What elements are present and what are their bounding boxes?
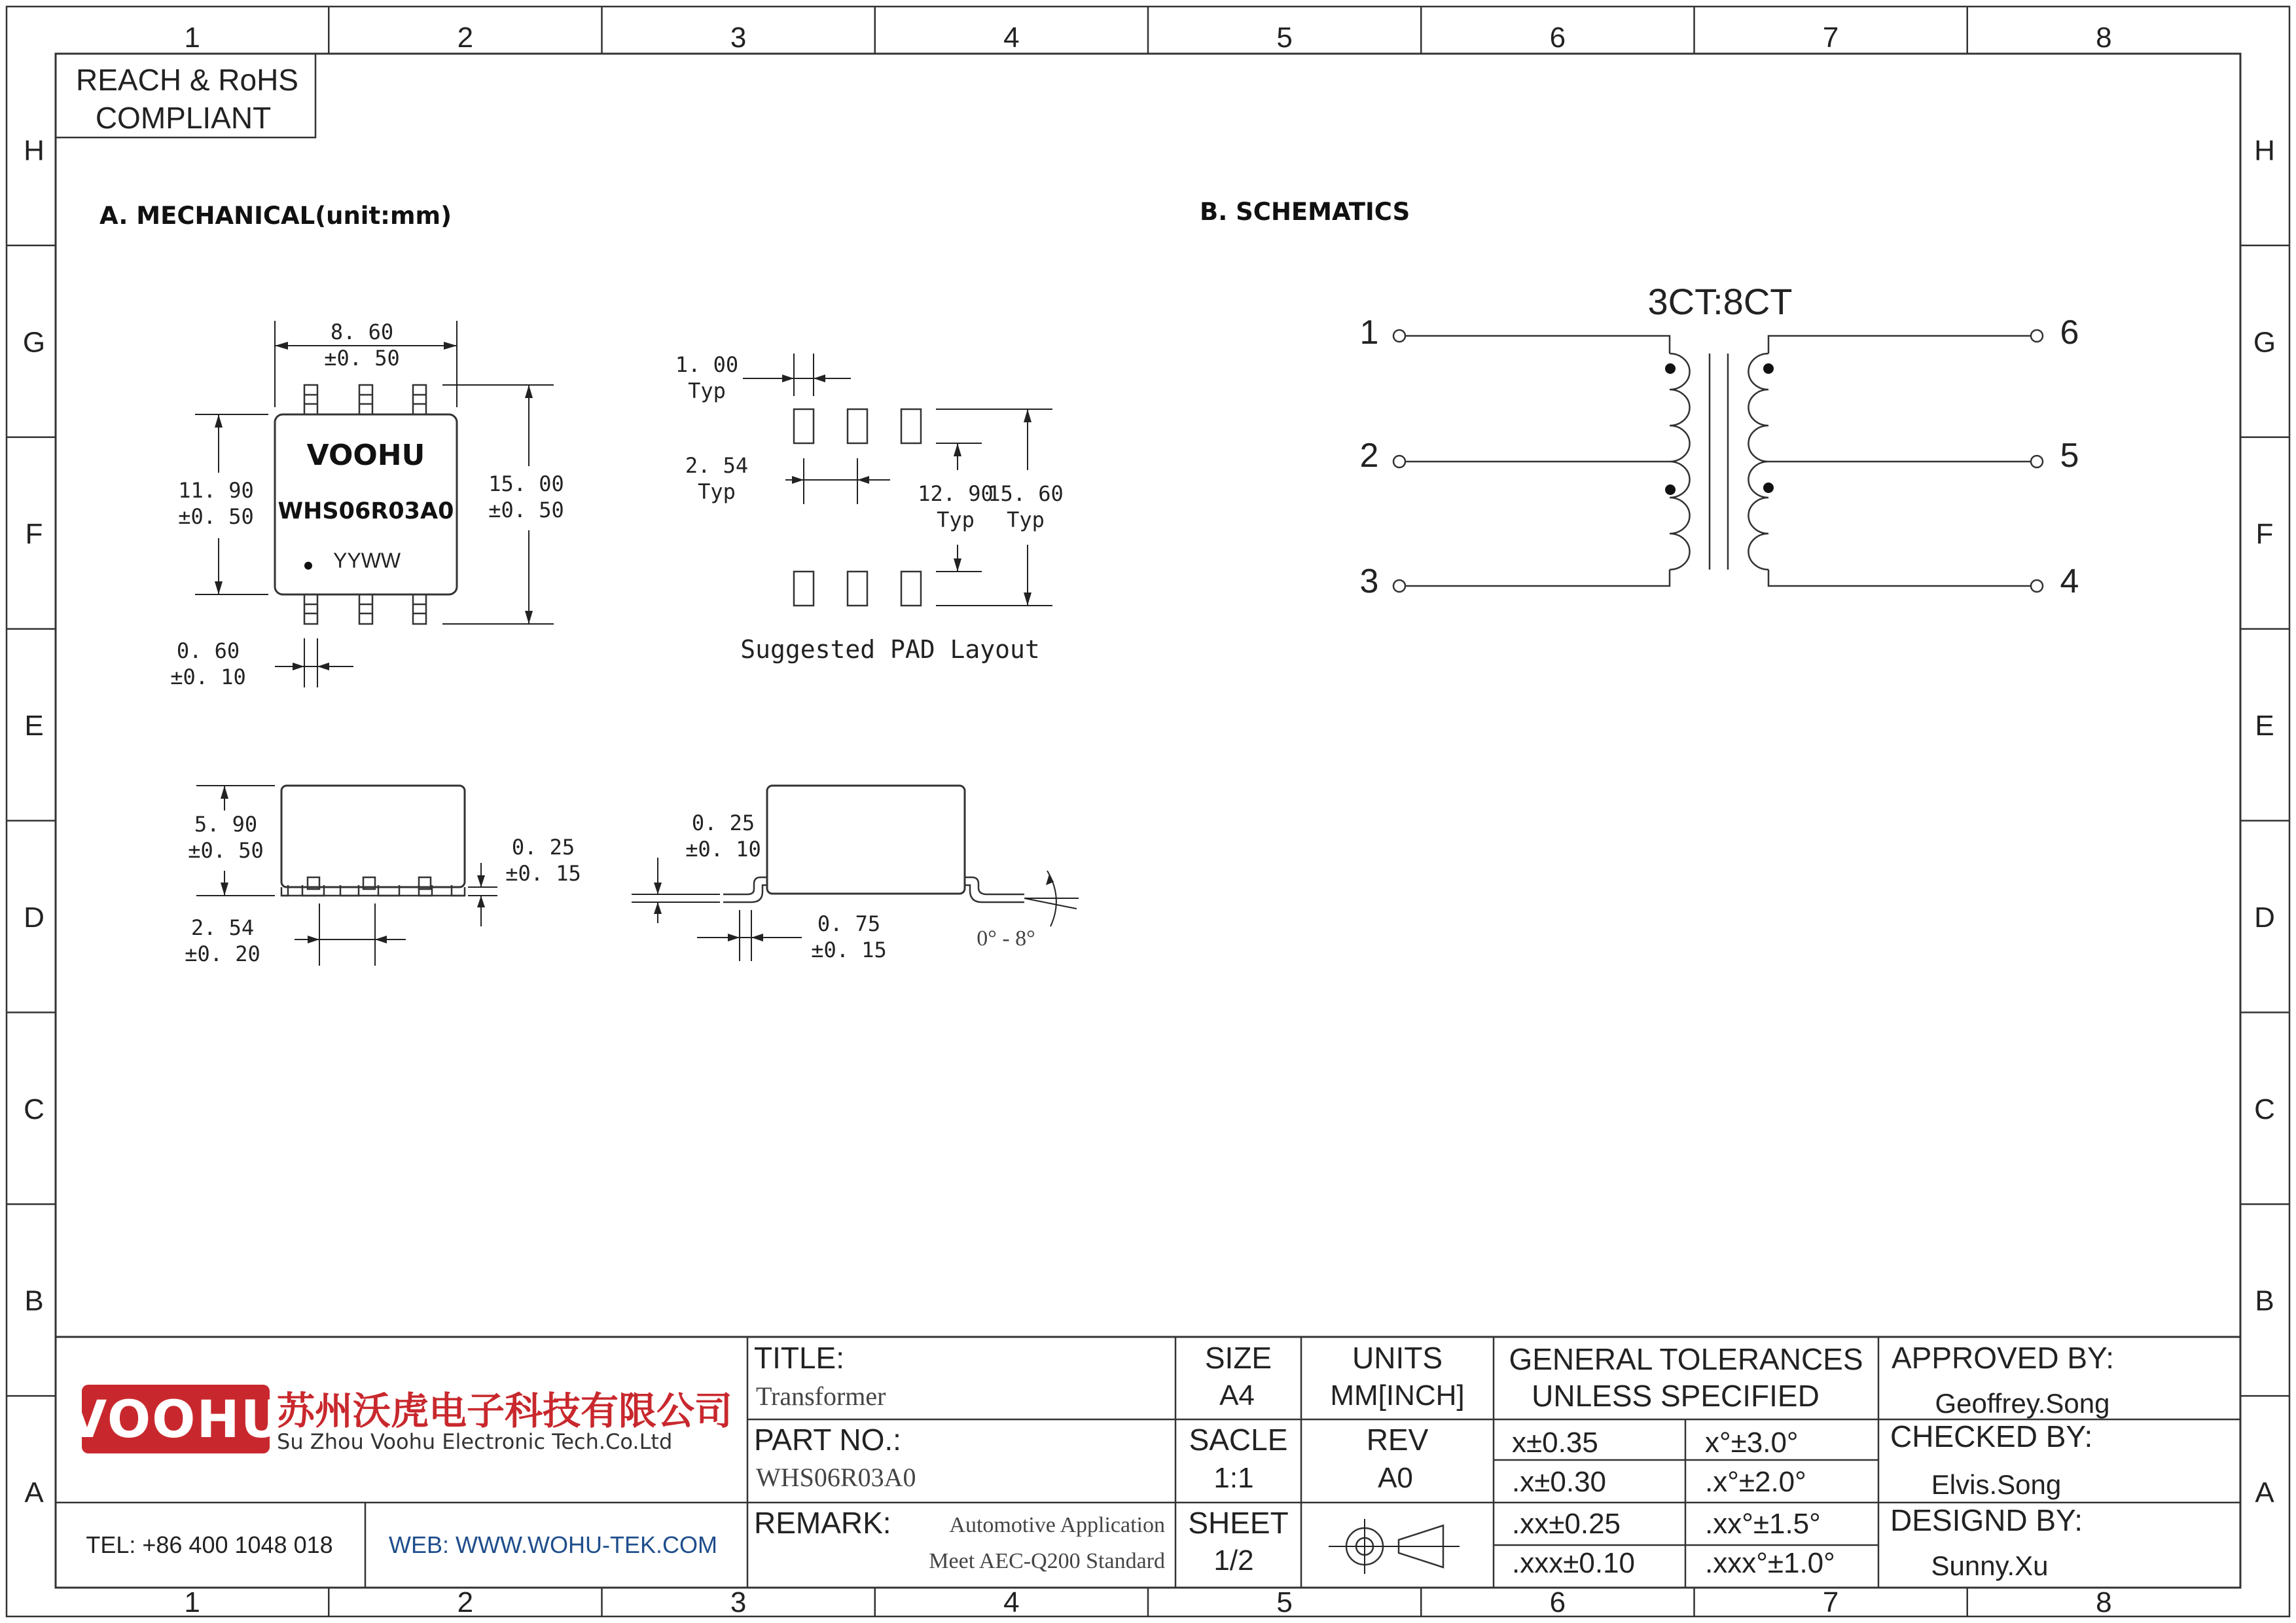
zone-column-label: 6 bbox=[1549, 22, 1566, 54]
zone-column-label: 3 bbox=[730, 22, 747, 54]
part-value: WHS06R03A0 bbox=[756, 1463, 916, 1492]
secondary-coil bbox=[1748, 354, 1768, 570]
polarity-dot bbox=[1763, 483, 1774, 493]
tolerance-angular: x°±3.0° bbox=[1705, 1427, 1799, 1459]
checked-label: CHECKED BY: bbox=[1890, 1419, 2093, 1453]
terminal-1 bbox=[1393, 330, 1405, 342]
zone-column-label: 6 bbox=[1549, 1586, 1566, 1618]
scale-label: SACLE bbox=[1189, 1423, 1288, 1457]
sheet-label: SHEET bbox=[1188, 1506, 1289, 1540]
zone-column-label: 8 bbox=[2096, 1586, 2112, 1618]
company-name-cn: 苏州沃虎电子科技有限公司 bbox=[277, 1389, 733, 1433]
terminal-5 bbox=[2031, 456, 2043, 467]
terminal-4 bbox=[2031, 580, 2043, 592]
zone-column-label: 2 bbox=[457, 22, 474, 54]
zone-row-label: B bbox=[24, 1285, 44, 1317]
zone-row-label: D bbox=[24, 901, 45, 934]
zone-column-label: 7 bbox=[1822, 22, 1839, 54]
zone-row-label: C bbox=[2254, 1093, 2275, 1125]
zone-row-label: F bbox=[25, 518, 43, 551]
end-body bbox=[767, 786, 965, 894]
tolerance-heading-1: GENERAL TOLERANCES bbox=[1509, 1342, 1863, 1376]
pad-inner: 12. 90 bbox=[918, 481, 994, 506]
compliance-line1: REACH & RoHS bbox=[76, 63, 298, 97]
dim-height-tol: ±0. 50 bbox=[188, 838, 264, 863]
zone-column-label: 2 bbox=[457, 1586, 474, 1618]
dim-pin-width-tol: ±0. 10 bbox=[170, 665, 246, 689]
dim-width-tol: ±0. 50 bbox=[324, 346, 400, 371]
pad-inner-note: Typ bbox=[937, 507, 975, 532]
polarity-dot bbox=[1665, 484, 1676, 495]
tolerance-linear: x±0.35 bbox=[1512, 1427, 1598, 1459]
zone-column-label: 1 bbox=[184, 1586, 200, 1618]
zone-row-label: D bbox=[2254, 901, 2275, 934]
pad-pitch: 2. 54 bbox=[685, 453, 749, 478]
size-label: SIZE bbox=[1204, 1341, 1272, 1375]
pad-width: 1. 00 bbox=[675, 352, 739, 377]
schematics-heading: B. SCHEMATICS bbox=[1200, 198, 1410, 226]
pin-1-label: 1 bbox=[1359, 314, 1379, 352]
pin-5-label: 5 bbox=[2060, 437, 2079, 475]
rev-label: REV bbox=[1366, 1423, 1429, 1457]
zone-row-label: A bbox=[24, 1476, 44, 1509]
dim-width: 8. 60 bbox=[330, 319, 394, 344]
zone-column-label: 7 bbox=[1822, 1586, 1839, 1618]
marking-part: WHS06R03A0 bbox=[278, 498, 454, 524]
tolerance-angular: .xx°±1.5° bbox=[1705, 1508, 1821, 1540]
company-name-en: Su Zhou Voohu Electronic Tech.Co.Ltd bbox=[277, 1429, 673, 1454]
tolerance-heading-2: UNLESS SPECIFIED bbox=[1532, 1379, 1820, 1413]
zone-row-label: E bbox=[2255, 710, 2274, 742]
primary-coil bbox=[1670, 354, 1690, 570]
title-block bbox=[56, 1337, 2240, 1588]
dim-pitch-tol: ±0. 20 bbox=[185, 941, 260, 966]
title-value: Transformer bbox=[756, 1381, 886, 1411]
pad-pitch-note: Typ bbox=[698, 479, 736, 504]
units-label: UNITS bbox=[1352, 1341, 1443, 1375]
zone-column-label: 4 bbox=[1003, 1586, 1020, 1618]
pin-4-label: 4 bbox=[2060, 562, 2079, 600]
pin-3-label: 3 bbox=[1359, 562, 1379, 600]
dim-lead-thickness: 0. 25 bbox=[691, 811, 755, 835]
dim-standoff: 0. 25 bbox=[511, 835, 575, 860]
approved-by: Geoffrey.Song bbox=[1935, 1388, 2110, 1419]
dim-total-height: 15. 00 bbox=[488, 471, 564, 496]
zone-row-label: C bbox=[24, 1093, 45, 1125]
dim-total-height-tol: ±0. 50 bbox=[488, 498, 564, 522]
terminal-2 bbox=[1393, 456, 1405, 467]
zone-column-label: 4 bbox=[1003, 22, 1020, 54]
bottom-pins bbox=[304, 594, 426, 624]
transformer-schematic bbox=[1360, 281, 2079, 600]
marking-date-code: YYWW bbox=[333, 549, 401, 572]
title-label: TITLE: bbox=[754, 1341, 845, 1375]
pad bbox=[794, 572, 814, 606]
pad-outer: 15. 60 bbox=[988, 481, 1064, 506]
dim-body-height: 11. 90 bbox=[178, 478, 254, 503]
tolerance-linear: .xxx±0.10 bbox=[1512, 1547, 1636, 1579]
remark-line2: Meet AEC-Q200 Standard bbox=[929, 1549, 1165, 1573]
pad-layout-caption: Suggested PAD Layout bbox=[740, 635, 1040, 664]
tel: TEL: +86 400 1048 018 bbox=[86, 1531, 333, 1558]
designed-by: Sunny.Xu bbox=[1931, 1550, 2049, 1581]
units-value: MM[INCH] bbox=[1330, 1379, 1465, 1412]
tolerance-linear: .x±0.30 bbox=[1512, 1466, 1607, 1498]
pad bbox=[901, 572, 921, 606]
dim-foot: 0. 75 bbox=[817, 911, 881, 936]
web-link[interactable]: WEB: WWW.WOHU-TEK.COM bbox=[389, 1531, 717, 1558]
turns-ratio: 3CT:8CT bbox=[1647, 281, 1793, 322]
dim-angle: 0° - 8° bbox=[977, 926, 1035, 951]
top-pins bbox=[304, 385, 426, 414]
pad-layout bbox=[675, 352, 1064, 664]
terminal-6 bbox=[2031, 330, 2043, 342]
checked-by: Elvis.Song bbox=[1931, 1469, 2062, 1500]
end-view bbox=[632, 786, 1079, 962]
pad-outer-note: Typ bbox=[1007, 507, 1045, 532]
tolerance-angular: .xxx°±1.0° bbox=[1705, 1547, 1835, 1579]
dim-lead-thickness-tol: ±0. 10 bbox=[685, 837, 761, 862]
dim-pin-width: 0. 60 bbox=[176, 638, 240, 663]
remark-line1: Automotive Application bbox=[949, 1513, 1165, 1537]
zone-column-label: 5 bbox=[1276, 1586, 1293, 1618]
projection-symbol-icon bbox=[1329, 1519, 1460, 1574]
marking-brand: VOOHU bbox=[306, 439, 425, 472]
pad-width-note: Typ bbox=[688, 378, 726, 403]
part-label: PART NO.: bbox=[754, 1423, 901, 1457]
remark-label: REMARK: bbox=[754, 1506, 891, 1540]
mechanical-heading: A. MECHANICAL(unit:mm) bbox=[99, 202, 452, 230]
tolerance-angular: .x°±2.0° bbox=[1705, 1466, 1806, 1498]
zone-row-label: B bbox=[2255, 1285, 2274, 1317]
scale-value: 1:1 bbox=[1213, 1462, 1254, 1494]
dim-standoff-tol: ±0. 15 bbox=[505, 861, 581, 886]
dim-height: 5. 90 bbox=[194, 812, 258, 837]
pad bbox=[794, 409, 814, 443]
pin-2-label: 2 bbox=[1359, 437, 1379, 475]
zone-row-label: E bbox=[24, 710, 44, 742]
side-view bbox=[185, 786, 581, 966]
side-body bbox=[281, 786, 465, 887]
zone-row-label: H bbox=[24, 134, 45, 167]
pad bbox=[901, 409, 921, 443]
zone-column-label: 8 bbox=[2096, 22, 2112, 54]
dim-pitch: 2. 54 bbox=[190, 915, 255, 940]
zone-row-label: A bbox=[2255, 1476, 2274, 1509]
dim-foot-tol: ±0. 15 bbox=[811, 938, 887, 962]
zone-column-label: 1 bbox=[184, 22, 200, 54]
polarity-dot bbox=[1665, 363, 1676, 374]
polarity-dot bbox=[1763, 363, 1774, 374]
terminal-3 bbox=[1393, 580, 1405, 592]
pin1-dot bbox=[304, 562, 312, 570]
rev-value: A0 bbox=[1378, 1462, 1413, 1494]
zone-column-label: 3 bbox=[730, 1586, 747, 1618]
zone-row-label: G bbox=[2253, 326, 2276, 359]
compliance-line2: COMPLIANT bbox=[95, 101, 272, 135]
zone-row-label: H bbox=[2254, 134, 2275, 167]
designed-label: DESIGND BY: bbox=[1890, 1503, 2083, 1537]
zone-row-label: G bbox=[22, 326, 46, 359]
pad bbox=[848, 572, 867, 606]
size-value: A4 bbox=[1219, 1379, 1255, 1412]
top-view bbox=[170, 319, 564, 689]
pad bbox=[848, 409, 867, 443]
compliance-box bbox=[56, 54, 315, 137]
tolerance-linear: .xx±0.25 bbox=[1512, 1508, 1621, 1540]
zone-column-label: 5 bbox=[1276, 22, 1293, 54]
dim-body-height-tol: ±0. 50 bbox=[178, 504, 254, 529]
pin-6-label: 6 bbox=[2060, 314, 2079, 352]
zone-row-label: F bbox=[2255, 518, 2274, 551]
sheet-value: 1/2 bbox=[1213, 1544, 1254, 1577]
approved-label: APPROVED BY: bbox=[1892, 1341, 2115, 1375]
company-logo-text: VOOHU bbox=[67, 1391, 284, 1450]
